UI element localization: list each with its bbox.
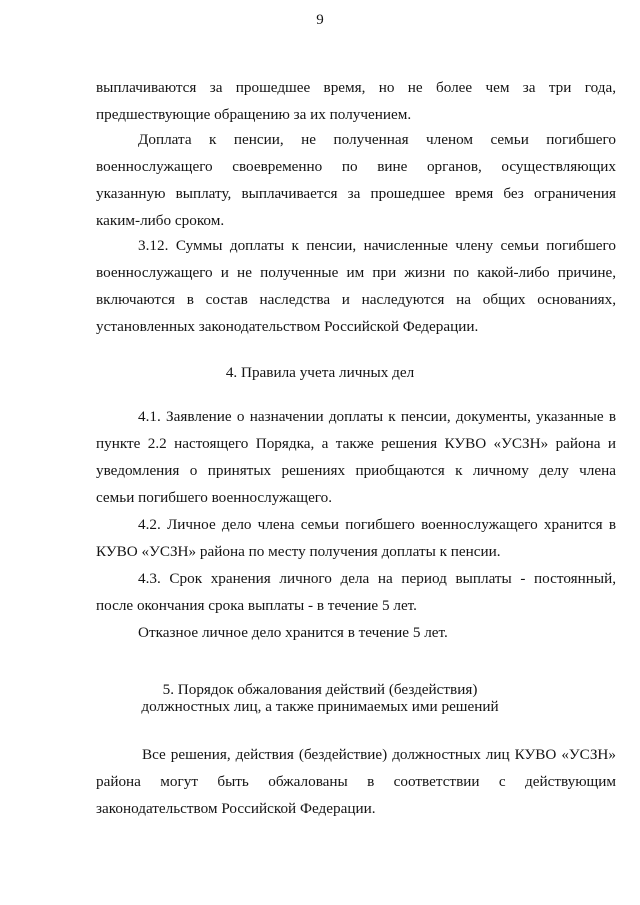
text-line: 4.2. Личное дело члена семьи погибшего военнослужащего хранится в bbox=[138, 516, 616, 533]
text-line: района могут быть обжалованы в соответствии с действующим bbox=[96, 773, 616, 790]
text-line: КУВО «УСЗН» района по месту получения доплаты к пенсии. bbox=[96, 543, 501, 560]
text-line: военнослужащего и не полученные им при жизни по какой-либо причине, bbox=[96, 264, 616, 281]
paragraph-rejected-file bbox=[96, 619, 616, 646]
paragraph-4-3 bbox=[96, 565, 616, 619]
text-line: пункте 2.2 настоящего Порядка, а также решения КУВО «УСЗН» района и bbox=[96, 435, 616, 452]
text-line: 4.3. Срок хранения личного дела на период выплаты - постоянный, bbox=[138, 570, 616, 587]
paragraph-3-12 bbox=[96, 232, 616, 340]
section-heading-5 bbox=[0, 681, 640, 715]
text-line: Доплата к пенсии, не полученная членом семьи погибшего bbox=[138, 131, 616, 148]
paragraph-unpaid-supplement bbox=[96, 126, 616, 234]
text-line: законодательством Российской Федерации. bbox=[96, 800, 376, 817]
text-line: 4.1. Заявление о назначении доплаты к пенсии, документы, указанные в bbox=[138, 408, 616, 425]
text-line: каким-либо сроком. bbox=[96, 212, 225, 229]
text-line: после окончания срока выплаты - в течение 5 лет. bbox=[96, 597, 417, 614]
text-line: уведомления о принятых решениях приобщаются к личному делу члена bbox=[96, 462, 616, 479]
paragraph-4-1 bbox=[96, 403, 616, 511]
text-line: указанную выплату, выплачивается за прошедшее время без ограничения bbox=[96, 185, 616, 202]
text-line: установленных законодательством Российской Федерации. bbox=[96, 318, 479, 335]
text-line: предшествующие обращению за их получением. bbox=[96, 106, 412, 123]
text-line: Отказное личное дело хранится в течение 5 лет. bbox=[138, 624, 448, 641]
section-heading-4: 4. Правила учета личных дел bbox=[225, 364, 415, 381]
paragraph-appeals bbox=[96, 741, 616, 822]
text-line: семьи погибшего военнослужащего. bbox=[96, 489, 333, 506]
paragraph-4-2 bbox=[96, 511, 616, 565]
text-line: 3.12. Суммы доплаты к пенсии, начисленные члену семьи погибшего bbox=[138, 237, 616, 254]
text-line: выплачиваются за прошедшее время, но не более чем за три года, bbox=[96, 79, 616, 96]
heading-line: должностных лиц, а также принимаемых ими решений bbox=[141, 698, 499, 715]
text-line: военнослужащего своевременно по вине органов, осуществляющих bbox=[96, 158, 616, 175]
heading-line: 5. Порядок обжалования действий (бездействия) bbox=[162, 681, 478, 698]
paragraph-payment-period bbox=[96, 74, 616, 128]
page-number: 9 bbox=[316, 12, 324, 28]
text-line: включаются в состав наследства и наследуются на общих основаниях, bbox=[96, 291, 616, 308]
text-line: Все решения, действия (бездействие) должностных лиц КУВО «УСЗН» bbox=[142, 746, 616, 763]
